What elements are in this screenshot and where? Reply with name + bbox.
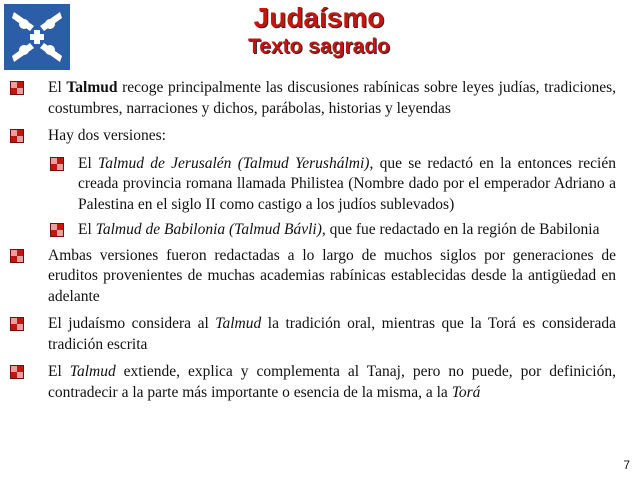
text-run: extiende, explica y complementa al Tanaj, pero no puede, por definición, contradecir a la parte más importante o esencia de la misma, a la: [48, 363, 616, 401]
bullet-item: [4, 78, 616, 119]
sub-bullet-item: [4, 220, 616, 241]
text-run: Talmud de Babilonia (Talmud Bávli): [95, 221, 322, 238]
text-run: Hay dos versiones:: [48, 127, 166, 144]
text-run: El: [48, 363, 70, 380]
page-number: 7: [623, 458, 630, 472]
slide-subtitle: Texto sagrado: [248, 35, 390, 58]
bullet-item: [4, 314, 616, 355]
checkered-square-bullet-icon: [10, 317, 24, 331]
bullet-text: [48, 315, 616, 353]
checkered-square-bullet-icon: [10, 81, 24, 95]
text-run: la tradición oral, mientras que la Torá es considerada tradición escrita: [48, 315, 617, 353]
checkered-square-bullet-icon: [10, 365, 24, 379]
text-run: Talmud: [66, 79, 118, 96]
checkered-square-bullet-icon: [10, 249, 24, 263]
text-run: Talmud de Jerusalén (Talmud Yerushálmi): [98, 154, 370, 172]
checkered-square-bullet-icon: [50, 223, 64, 237]
text-run: , que se redactó en la entonces recién creada provincia romana llamada Philistea (Nombre dado por el emperador Adriano a Palestina en el siglo II como castigo a los judíos sublevados): [78, 154, 616, 213]
text-run: Ambas versiones fueron redactadas a lo largo de muchos siglos por generaciones de eruditos provenientes de muchas academias rabínicas establecidas desde la antigüedad en adelante: [48, 246, 616, 305]
checkered-square-bullet-icon: [50, 157, 64, 171]
slide-title: Judaísmo: [253, 2, 385, 33]
text-run: recoge principalmente las discusiones rabínicas sobre leyes judías, tradiciones, costumbres, narraciones y dichos, parábolas, historias y leyendas: [48, 79, 616, 117]
text-run: Talmud: [69, 363, 116, 380]
bullet-text: [48, 79, 616, 117]
bullet-text: [48, 127, 166, 144]
text-run: El judaísmo considera al: [48, 315, 216, 332]
bullet-item: [4, 246, 616, 308]
text-run: Talmud: [215, 315, 262, 332]
text-run: El: [78, 221, 96, 238]
sub-bullet-item: [4, 154, 616, 216]
bullet-list: [4, 78, 616, 410]
text-run: El: [78, 154, 99, 172]
bullet-item: [4, 126, 616, 147]
text-run: , que fue redactado en la región de Babilonia: [321, 221, 600, 238]
bullet-text: [78, 221, 599, 238]
bullet-text: [48, 247, 616, 305]
checkered-square-bullet-icon: [10, 129, 24, 143]
bullet-item: [4, 362, 616, 403]
text-run: El: [48, 79, 67, 96]
bullet-text: [78, 155, 616, 213]
bullet-text: [48, 363, 616, 401]
text-run: Torá: [451, 383, 481, 401]
